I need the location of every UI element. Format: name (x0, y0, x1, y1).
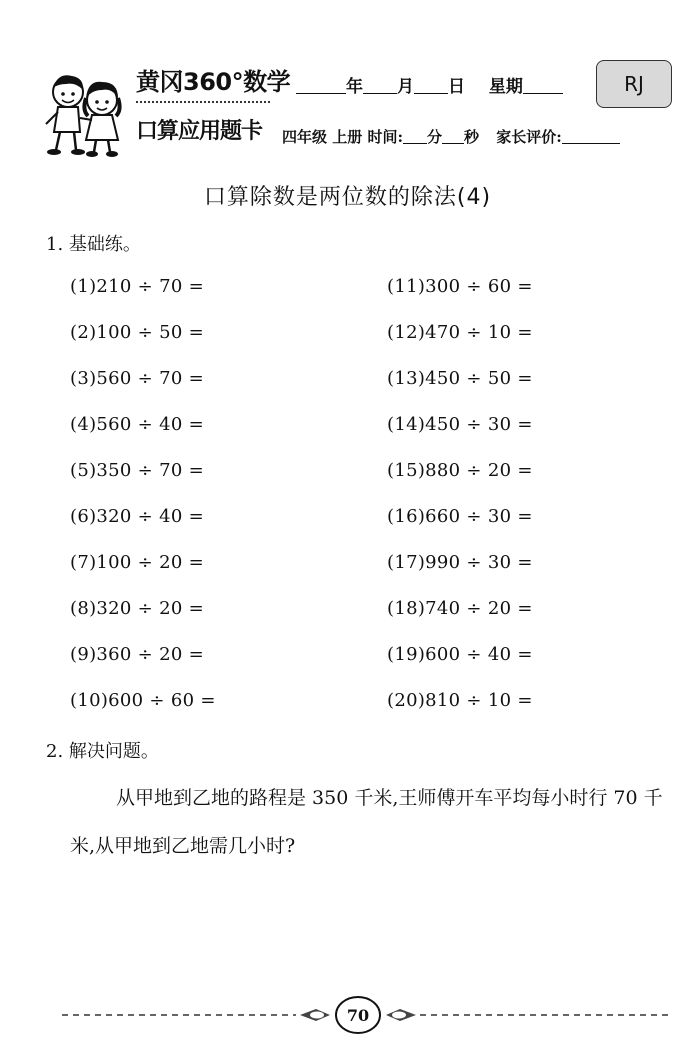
parent-eval-label: 家长评价: (496, 128, 562, 146)
day-label: 日 (448, 77, 465, 97)
brand-subtitle: 口算应用题卡 (136, 119, 263, 144)
info-line (282, 126, 620, 147)
parent-eval-blank (562, 127, 620, 144)
month-label: 月 (397, 77, 414, 97)
problem-7: (7)100 ÷ 20 = (70, 552, 204, 573)
problem-6: (6)320 ÷ 40 = (70, 506, 204, 527)
problem-1: (1)210 ÷ 70 = (70, 276, 204, 297)
time-label: 时间: (367, 128, 404, 146)
problem-19: (19)600 ÷ 40 = (387, 644, 533, 665)
date-line (296, 72, 563, 97)
word-problem-text: 从甲地到乙地的路程是 350 千米,王师傅开车平均每小时行 70 千米,从甲地到乙地需几小时? (70, 787, 663, 857)
minute-blank (403, 127, 427, 144)
month-blank (363, 77, 397, 94)
problem-10: (10)600 ÷ 60 = (70, 690, 216, 711)
problem-5: (5)350 ÷ 70 = (70, 460, 204, 481)
problem-4: (4)560 ÷ 40 = (70, 414, 204, 435)
second-blank (442, 127, 464, 144)
section-1-heading: 1. 基础练。 (46, 234, 141, 255)
problem-2: (2)100 ÷ 50 = (70, 322, 204, 343)
page-title: 口算除数是两位数的除法(4) (203, 185, 492, 210)
year-blank (296, 77, 346, 94)
problem-8: (8)320 ÷ 20 = (70, 598, 204, 619)
day-blank (414, 77, 448, 94)
year-label: 年 (346, 77, 363, 97)
brand-title: 黄冈360°数学 (136, 68, 291, 96)
problem-20: (20)810 ÷ 10 = (387, 690, 533, 711)
second-label: 秒 (464, 128, 480, 146)
problem-17: (17)990 ÷ 30 = (387, 552, 533, 573)
problem-12: (12)470 ÷ 10 = (387, 322, 533, 343)
problem-18: (18)740 ÷ 20 = (387, 598, 533, 619)
word-problem (70, 774, 682, 870)
weekday-blank (523, 77, 563, 94)
weekday-label: 星期 (488, 77, 523, 97)
problem-13: (13)450 ÷ 50 = (387, 368, 533, 389)
problem-16: (16)660 ÷ 30 = (387, 506, 533, 527)
brand-divider (136, 101, 270, 103)
minute-label: 分 (427, 128, 443, 146)
problem-3: (3)560 ÷ 70 = (70, 368, 204, 389)
grade-label: 四年级 上册 (282, 128, 363, 146)
problem-9: (9)360 ÷ 20 = (70, 644, 204, 665)
problem-11: (11)300 ÷ 60 = (387, 276, 533, 297)
edition-badge: RJ (596, 60, 672, 108)
section-2-heading: 2. 解决问题。 (46, 741, 159, 762)
page-number: 70 (346, 1005, 370, 1025)
problem-14: (14)450 ÷ 30 = (387, 414, 533, 435)
problem-15: (15)880 ÷ 20 = (387, 460, 533, 481)
cartoon-kids-logo (40, 70, 130, 158)
worksheet-header (0, 0, 695, 165)
